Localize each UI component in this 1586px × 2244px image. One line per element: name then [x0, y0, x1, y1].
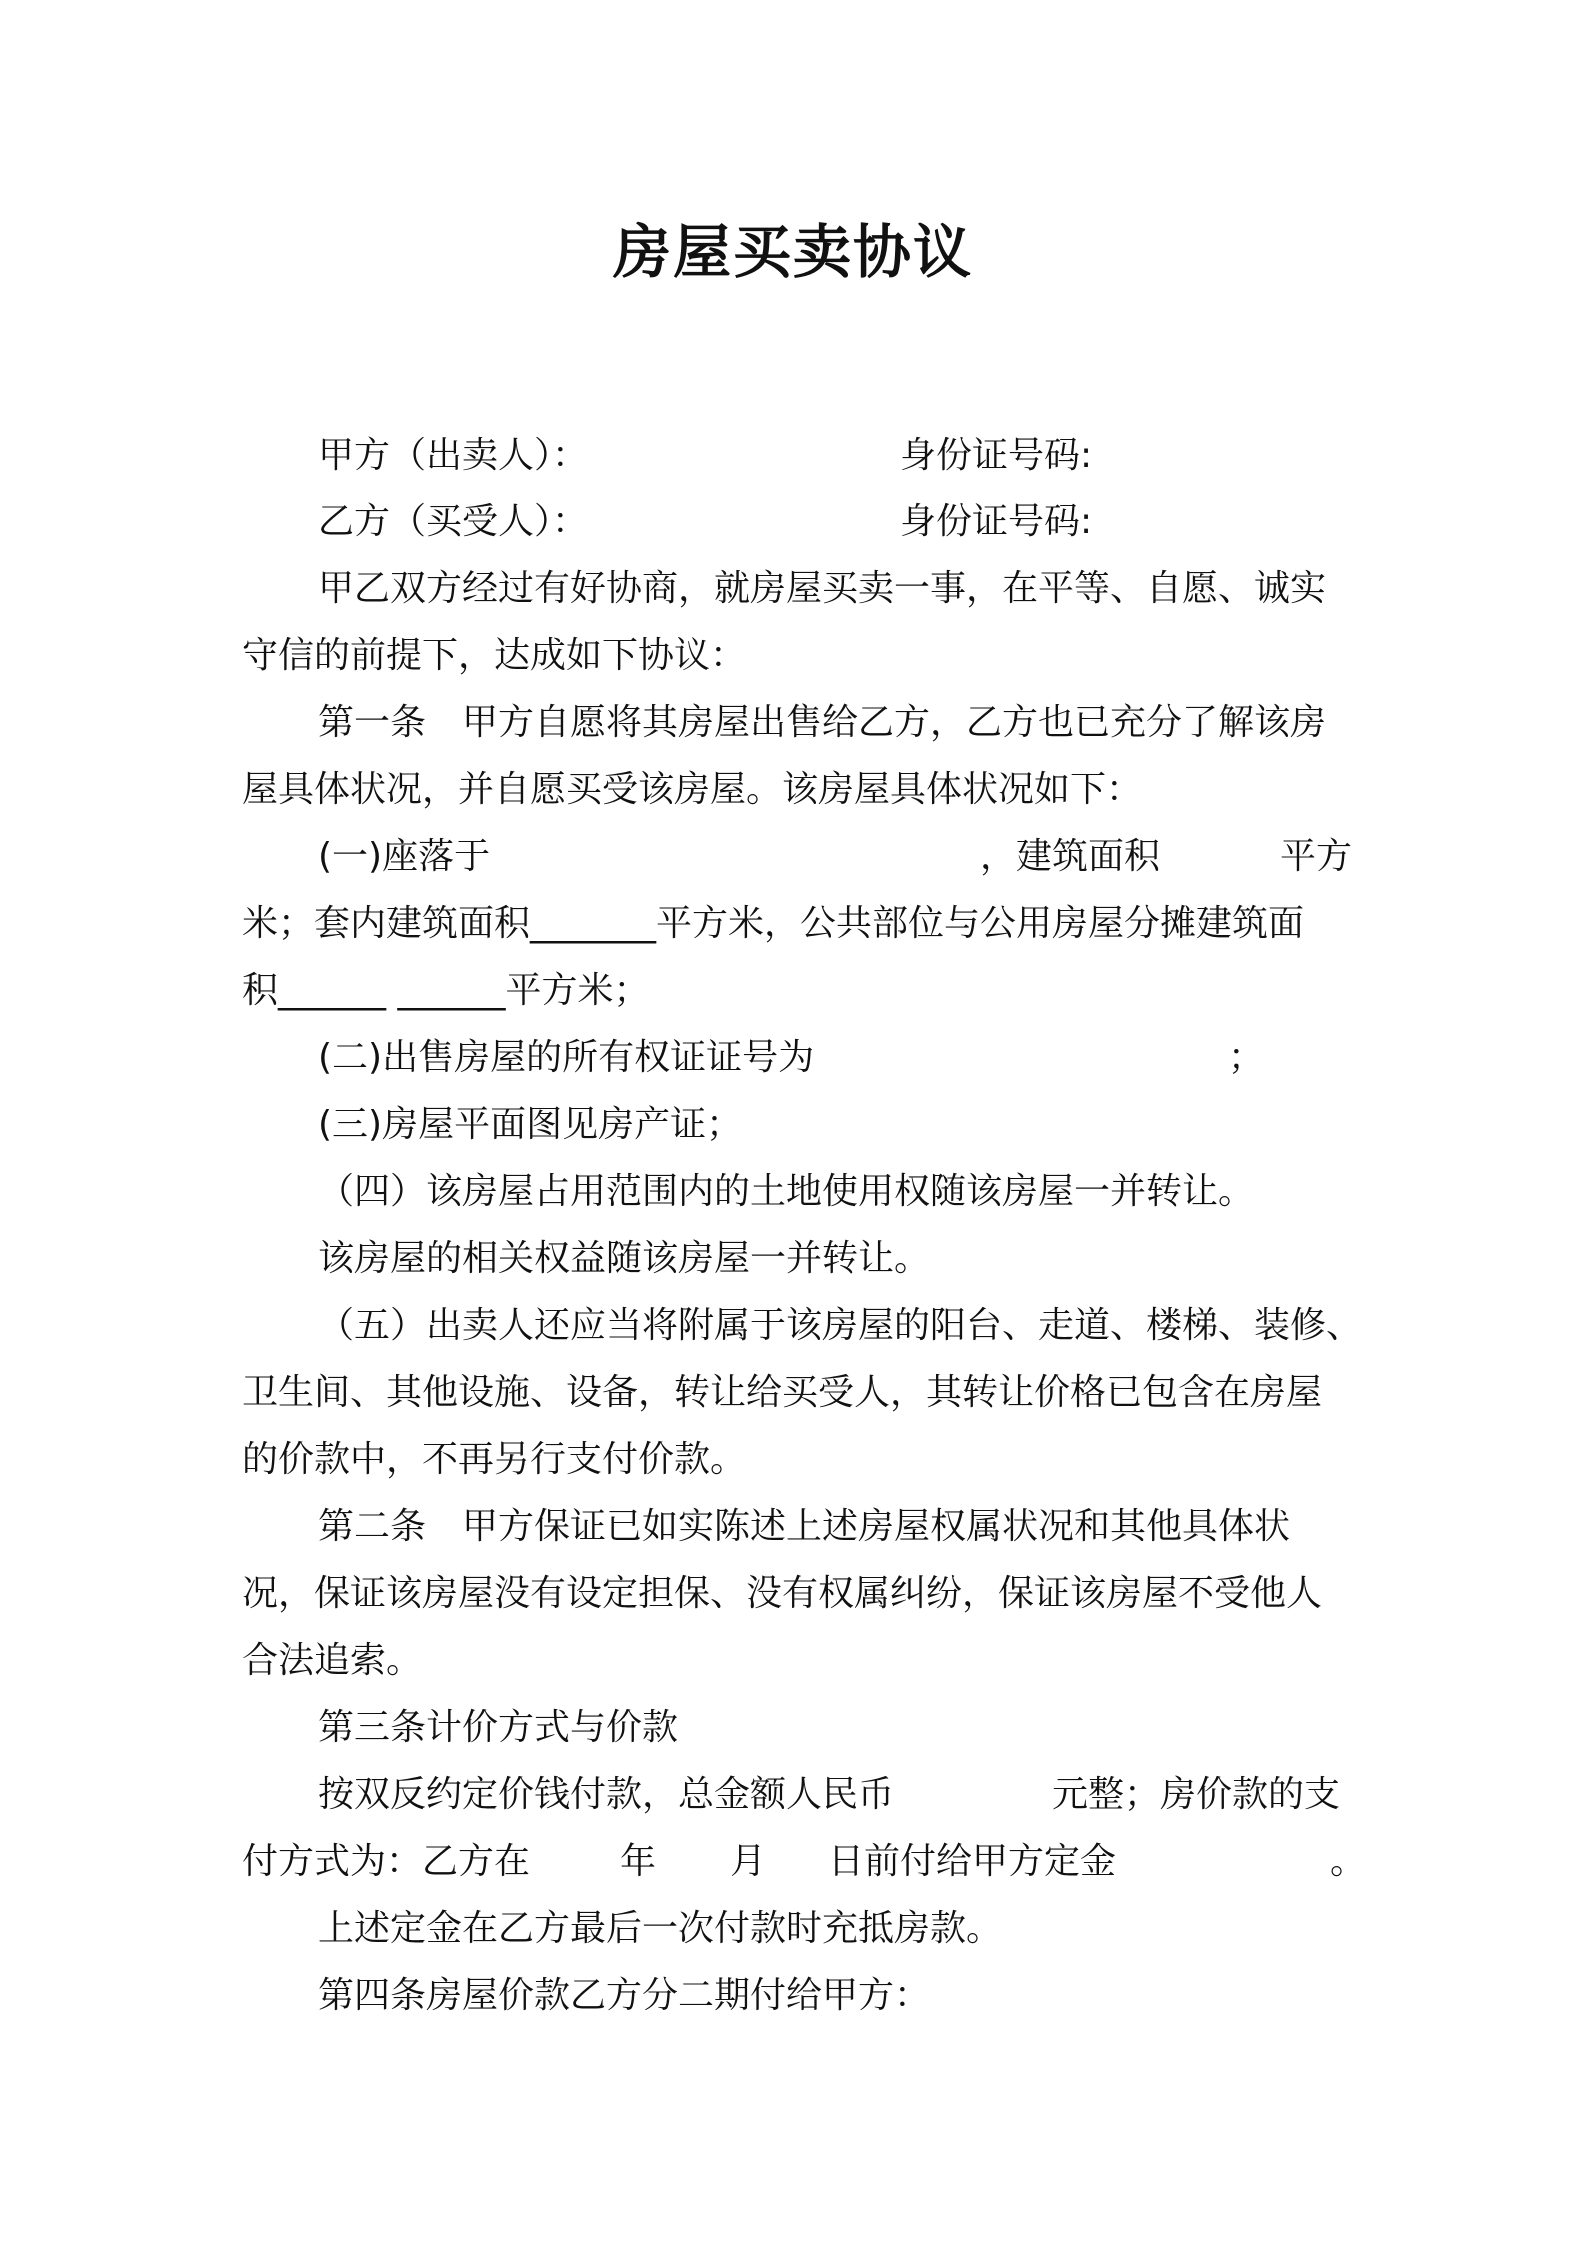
item-5-line-3: 的价款中，不再另行支付价款。 [242, 1439, 747, 1480]
item-5-line-1: （五）出卖人还应当将附属于该房屋的阳台、走道、楼梯、装修、 [318, 1305, 1363, 1346]
article-3-line-2-end: 。 [1330, 1841, 1367, 1882]
item-4-line-2: 该房屋的相关权益随该房屋一并转让。 [318, 1238, 931, 1279]
article-3-line-3: 上述定金在乙方最后一次付款时充抵房款。 [318, 1908, 1003, 1949]
item-5-line-2: 卫生间、其他设施、设备，转让给买受人，其转让价格已包含在房屋 [242, 1372, 1323, 1413]
item-1-unit: 平方 [1280, 836, 1353, 877]
party-a-label: 甲方（出卖人）： [318, 435, 589, 476]
party-b-id-label: 身份证号码: [900, 501, 1093, 542]
item-1-line-2: 米；套内建筑面积_______平方米，公共部位与公用房屋分摊建筑面 [242, 903, 1305, 944]
article-3-line-2: 付方式为：乙方在 [242, 1841, 531, 1882]
article-3-line-1: 按双反约定价钱付款，总金额人民币 [318, 1774, 895, 1815]
article-3-line-1-end: 元整；房价款的支 [1052, 1774, 1341, 1815]
article-3-day: 日前付给甲方定金 [828, 1841, 1117, 1882]
item-2-end: ； [1228, 1037, 1265, 1078]
item-1-line-3: 积______ ______平方米； [242, 970, 650, 1011]
article-2-line-2: 况，保证该房屋没有设定担保、没有权属纠纷，保证该房屋不受他人 [242, 1573, 1323, 1614]
intro-line-2: 守信的前提下，达成如下协议： [242, 635, 747, 676]
party-a-id-label: 身份证号码: [900, 435, 1093, 476]
article-2-line-3: 合法追索。 [242, 1640, 423, 1681]
article-3-month: 月 [730, 1841, 767, 1882]
item-4: （四）该房屋占用范围内的土地使用权随该房屋一并转让。 [318, 1171, 1255, 1212]
item-2-certificate: (二)出售房屋的所有权证证号为 [318, 1037, 815, 1078]
item-1-location: (一)座落于 [318, 836, 491, 877]
article-2-line-1: 第二条 甲方保证已如实陈述上述房屋权属状况和其他具体状 [318, 1506, 1291, 1547]
article-3-year: 年 [620, 1841, 657, 1882]
party-b-label: 乙方（买受人）： [318, 501, 589, 542]
article-1-line-2: 屋具体状况，并自愿买受该房屋。该房屋具体状况如下： [242, 769, 1143, 810]
article-1-line-1: 第一条 甲方自愿将其房屋出售给乙方，乙方也已充分了解该房 [318, 702, 1327, 743]
item-1-area-label: ，建筑面积 [980, 836, 1161, 877]
document-title: 房屋买卖协议 [612, 218, 973, 286]
article-3-title: 第三条计价方式与价款 [318, 1707, 679, 1748]
article-4-title: 第四条房屋价款乙方分二期付给甲方： [318, 1975, 931, 2016]
item-3: (三)房屋平面图见房产证； [318, 1104, 743, 1145]
intro-line-1: 甲乙双方经过有好协商，就房屋买卖一事，在平等、自愿、诚实 [318, 568, 1327, 609]
